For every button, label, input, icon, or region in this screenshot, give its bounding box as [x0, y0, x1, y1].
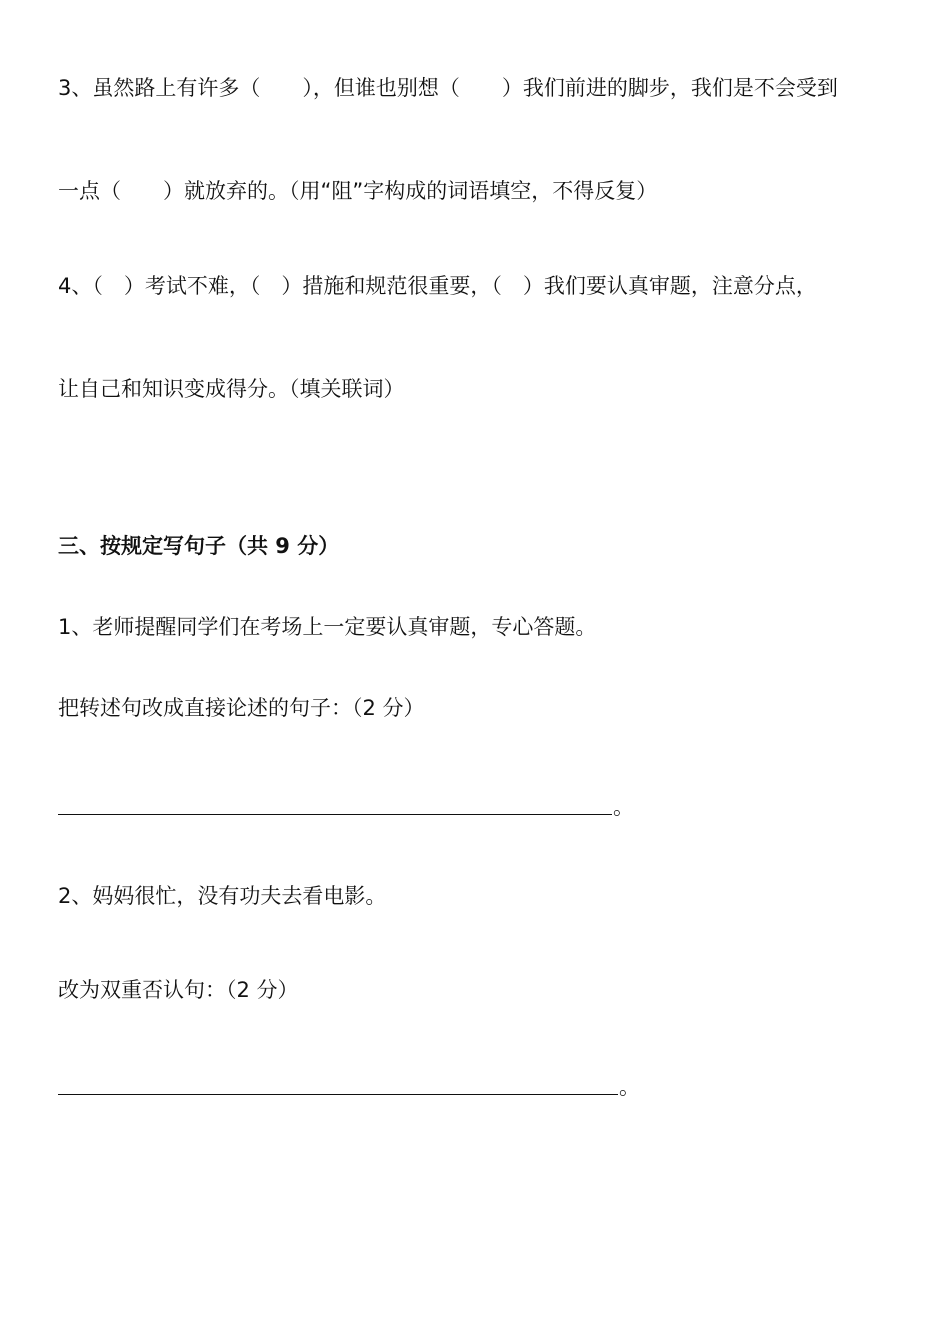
s3-q1-instruction: 把转述句改成直接论述的句子：（2 分） — [58, 696, 425, 720]
q4-line-1: 4、（ ）考试不难，（ ）措施和规范很重要，（ ）我们要认真审题，注意分点， — [58, 274, 817, 298]
answer-period: 。 — [613, 795, 634, 819]
answer-underline — [58, 814, 612, 815]
section-3-heading: 三、按规定写句子（共 9 分） — [58, 534, 340, 558]
s3-q2-text: 2、妈妈很忙，没有功夫去看电影。 — [58, 884, 387, 908]
s3-q1-answer-line[interactable] — [58, 793, 634, 821]
answer-underline — [58, 1094, 618, 1095]
q3-line-1: 3、虽然路上有许多（ ），但谁也别想（ ）我们前进的脚步，我们是不会受到 — [58, 76, 838, 100]
answer-period: 。 — [619, 1075, 640, 1099]
q4-line-2: 让自己和知识变成得分。（填关联词） — [58, 377, 405, 401]
s3-q1-text: 1、老师提醒同学们在考场上一定要认真审题，专心答题。 — [58, 615, 597, 639]
s3-q2-answer-line[interactable] — [58, 1073, 640, 1101]
q3-line-2: 一点（ ）就放弃的。（用“阻”字构成的词语填空，不得反复） — [58, 179, 658, 203]
s3-q2-instruction: 改为双重否认句：（2 分） — [58, 978, 299, 1002]
